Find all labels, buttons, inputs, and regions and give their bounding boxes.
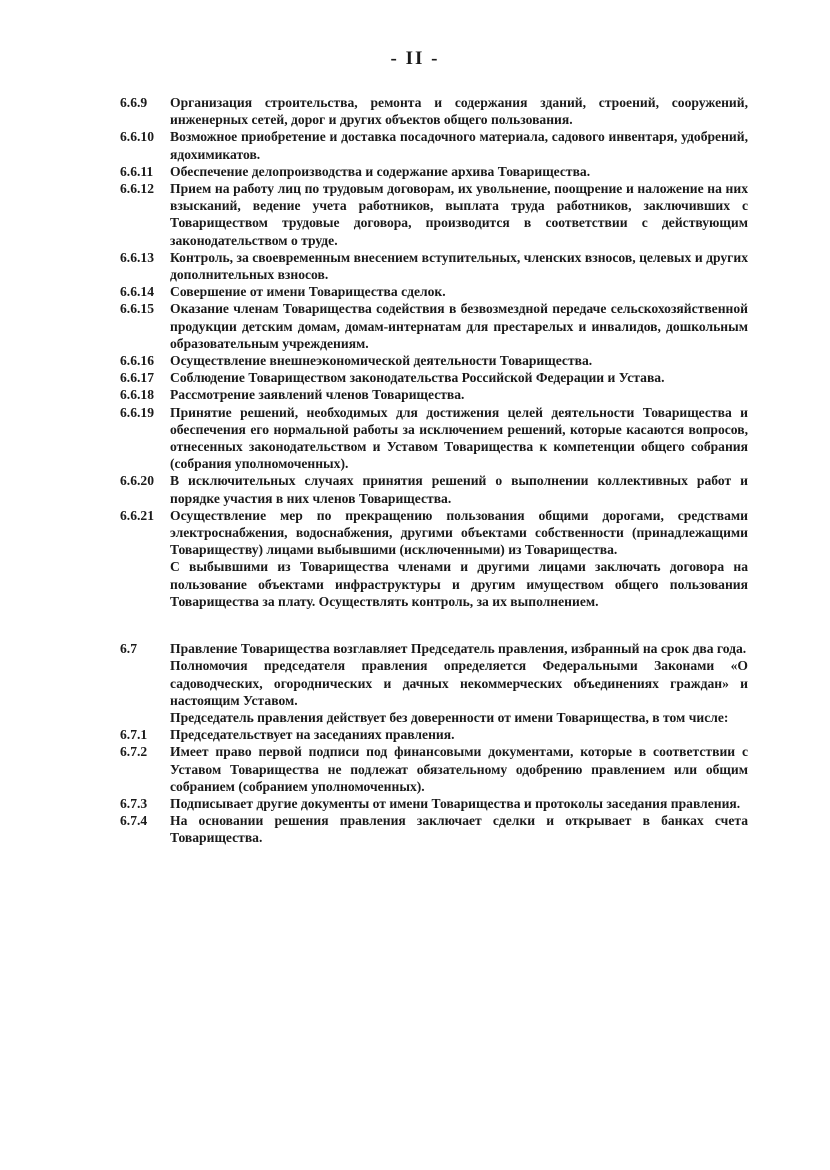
clause-text	[170, 472, 748, 506]
clause-number: 6.6.21	[120, 507, 154, 523]
clause-item	[120, 180, 748, 249]
clause-number: 6.6.15	[120, 301, 154, 317]
section-gap	[120, 610, 748, 640]
clause-paragraph: Организация строительства, ремонта и содержания зданий, строений, сооружений, инженерных сетей, дорог и других объектов общего пользования.	[170, 95, 748, 128]
clause-number: 6.6.20	[120, 473, 154, 489]
clause-text	[170, 283, 748, 300]
clause-number: 6.6.18	[120, 387, 154, 403]
clause-item	[120, 94, 748, 128]
clause-number: 6.6.17	[120, 370, 154, 386]
clause-text	[170, 795, 748, 812]
clause-number: 6.7.1	[120, 727, 148, 743]
clause-number: 6.6.19	[120, 404, 154, 420]
document-body	[120, 94, 748, 847]
clause-item	[120, 300, 748, 352]
clause-paragraph: Председатель правления действует без доверенности от имени Товарищества, в том числе:	[170, 709, 729, 725]
clause-text	[170, 404, 748, 473]
clause-text	[170, 128, 748, 162]
clause-paragraph: Полномочия председателя правления определяется Федеральными Законами «О садоводческих, огороднических и дачных некоммерческих объединениях граждан» и настоящим Уставом.	[170, 658, 748, 708]
clause-text	[170, 386, 748, 403]
clause-paragraph: С выбывшими из Товарищества членами и другими лицами заключать договора на пользование объектами инфраструктуры и другим имуществом общего пользования Товарищества за плату. Осуществлять контроль, за их выполнением.	[170, 559, 748, 609]
clause-number: 6.6.11	[120, 163, 154, 179]
clause-paragraph: Подписывает другие документы от имени Товарищества и протоколы заседания правления.	[170, 795, 741, 811]
clause-paragraph: Возможное приобретение и доставка посадочного материала, садового инвентаря, удобрений, ядохимикатов.	[170, 129, 748, 162]
clause-paragraph: Совершение от имени Товарищества сделок.	[170, 284, 446, 300]
clause-number: 6.7.3	[120, 795, 148, 811]
clause-text	[170, 640, 748, 726]
clause-paragraph: В исключительных случаях принятия решений о выполнении коллективных работ и порядке участия в них членов Товарищества.	[170, 473, 748, 506]
clause-text	[170, 94, 748, 128]
clause-number: 6.6.10	[120, 129, 154, 145]
clause-number: 6.6.14	[120, 284, 154, 300]
clause-paragraph: Правление Товарищества возглавляет Председатель правления, избранный на срок два года.	[170, 641, 747, 657]
clause-number: 6.6.12	[120, 181, 154, 197]
clause-item	[120, 507, 748, 610]
clause-text	[170, 249, 748, 283]
section-6-7-list	[120, 640, 748, 846]
clause-item	[120, 369, 748, 386]
clause-paragraph: Рассмотрение заявлений членов Товарищества.	[170, 387, 465, 403]
clause-item	[120, 812, 748, 846]
clause-item	[120, 352, 748, 369]
clause-item	[120, 640, 748, 726]
section-6-6-list	[120, 94, 748, 610]
clause-paragraph: На основании решения правления заключает сделки и открывает в банках счета Товарищества.	[170, 813, 748, 846]
clause-item	[120, 404, 748, 473]
clause-item	[120, 249, 748, 283]
clause-paragraph: Оказание членам Товарищества содействия в безвозмездной передаче сельскохозяйственной продукции детским домам, домам-интернатам для престарелых и инвалидов, дошкольным образовательным учреждениям.	[170, 301, 748, 351]
clause-paragraph: Обеспечение делопроизводства и содержание архива Товарищества.	[170, 163, 591, 179]
clause-item	[120, 743, 748, 795]
clause-number: 6.6.13	[120, 249, 154, 265]
clause-item	[120, 163, 748, 180]
clause-item	[120, 386, 748, 403]
clause-text	[170, 352, 748, 369]
page-number: - II -	[390, 48, 440, 69]
clause-paragraph: Соблюдение Товариществом законодательства Российской Федерации и Устава.	[170, 370, 665, 386]
clause-item	[120, 128, 748, 162]
clause-text	[170, 507, 748, 610]
clause-number: 6.6.9	[120, 95, 148, 110]
clause-paragraph: Осуществление мер по прекращению пользования общими дорогами, средствами электроснабжения, водоснабжения, другими объектами собственности (принадлежащими Товариществу) лицами выбывшими (исключенными) из Товарищества.	[170, 507, 748, 558]
clause-number: 6.6.16	[120, 353, 154, 369]
clause-item	[120, 726, 748, 743]
clause-number: 6.7	[120, 641, 137, 657]
clause-item	[120, 472, 748, 506]
clause-text	[170, 812, 748, 846]
clause-text	[170, 743, 748, 795]
clause-text	[170, 726, 748, 743]
clause-text	[170, 300, 748, 352]
clause-number: 6.7.2	[120, 744, 148, 760]
clause-text	[170, 369, 748, 386]
clause-paragraph: Принятие решений, необходимых для достижения целей деятельности Товарищества и обеспечения его нормальной работы за исключением решений, которые касаются вопросов, отнесенных законодательством и Уставом Товарищества к компетенции общего собрания (собрания уполномоченных).	[170, 404, 748, 472]
clause-item	[120, 283, 748, 300]
clause-paragraph: Прием на работу лиц по трудовым договорам, их увольнение, поощрение и наложение на них взысканий, ведение учета работников, выплата труда работников, заключивших с Товариществом трудовые договора, производится в соответствии с действующим законодательством о труде.	[170, 181, 748, 248]
clause-paragraph: Председательствует на заседаниях правления.	[170, 727, 455, 743]
clause-item	[120, 795, 748, 812]
clause-paragraph: Осуществление внешнеэкономической деятельности Товарищества.	[170, 353, 593, 369]
clause-paragraph: Имеет право первой подписи под финансовыми документами, которые в соответствии с Уставом Товарищества не подлежат обязательному одобрению правлением или общим собранием (собранием уполномоченных).	[170, 744, 748, 794]
clause-number: 6.7.4	[120, 813, 148, 829]
clause-text	[170, 163, 748, 180]
clause-paragraph: Контроль, за своевременным внесением вступительных, членских взносов, целевых и других дополнительных взносов.	[170, 249, 748, 283]
clause-text	[170, 180, 748, 249]
